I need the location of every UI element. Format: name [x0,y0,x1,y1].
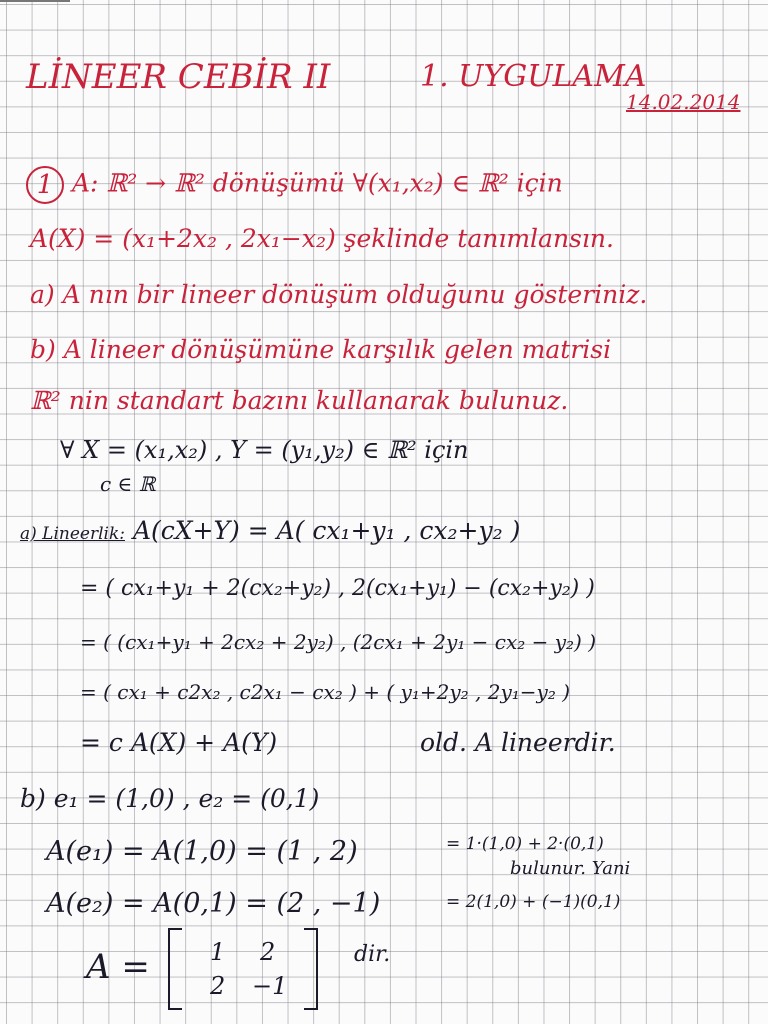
problem-line-1-text: A: ℝ² → ℝ² dönüşümü ∀(x₁,x₂) ∈ ℝ² için [72,168,563,198]
part-b-line-1: b) e₁ = (1,0) , e₂ = (0,1) [20,784,320,813]
part-b-line-3: A(e₂) = A(0,1) = (2 , −1) [46,888,381,919]
part-a-line-1-text: A(cX+Y) = A( cx₁+y₁ , cx₂+y₂ ) [132,516,521,545]
matrix-suffix: dir. [354,942,391,967]
part-a-line-2: = ( cx₁+y₁ + 2(cx₂+y₂) , 2(cx₁+y₁) − (cx₂+y₂) ) [80,576,595,601]
part-b-note-2: bulunur. Yani [510,858,631,879]
given-line-2: c ∈ ℝ [100,472,156,496]
page-edge-mark [0,0,70,2]
problem-part-a: a) A nın bir lineer dönüşüm olduğunu gösteriniz. [30,280,648,309]
matrix-left-bracket [168,928,182,1010]
matrix-cell-2-1: 2 [210,972,226,1000]
problem-part-b-line-1: b) A lineer dönüşümüne karşılık gelen matrisi [30,335,612,364]
page-title: LİNEER CEBİR II [26,57,331,97]
part-a-label: a) Lineerlik: [20,524,125,544]
part-a-line-4: = ( cx₁ + c2x₂ , c2x₁ − cx₂ ) + ( y₁+2y₂ , 2y₁−y₂ ) [80,680,570,704]
part-a-line-5: = c A(X) + A(Y) [80,728,278,757]
problem-number-badge: 1 [26,166,64,204]
page-subtitle: 1. UYGULAMA [420,59,647,94]
part-b-line-2: A(e₁) = A(1,0) = (1 , 2) [46,836,358,867]
matrix-label: A = [86,947,150,987]
given-line-1: ∀ X = (x₁,x₂) , Y = (y₁,y₂) ∈ ℝ² için [60,436,469,464]
problem-part-b-line-2: ℝ² nin standart bazını kullanarak bulunuz. [30,386,569,415]
part-a-conclusion: old. A lineerdir. [420,728,616,757]
part-a-line-3: = ( (cx₁+y₁ + 2cx₂ + 2y₂) , (2cx₁ + 2y₁ − cx₂ − y₂) ) [80,630,596,654]
matrix-cell-2-2: −1 [252,972,288,1000]
problem-line-1 [26,166,563,204]
problem-line-2: A(X) = (x₁+2x₂ , 2x₁−x₂) şeklinde tanımlansın. [30,224,614,253]
matrix-cell-1-2: 2 [260,938,276,966]
page-date: 14.02.2014 [626,90,741,114]
matrix [168,928,318,1008]
part-b-note-1: = 1·(1,0) + 2·(0,1) [446,834,604,854]
matrix-right-bracket [304,928,318,1010]
matrix-cell-1-1: 1 [210,938,226,966]
part-a-line-1 [20,518,520,543]
part-b-note-3: = 2(1,0) + (−1)(0,1) [446,892,621,912]
